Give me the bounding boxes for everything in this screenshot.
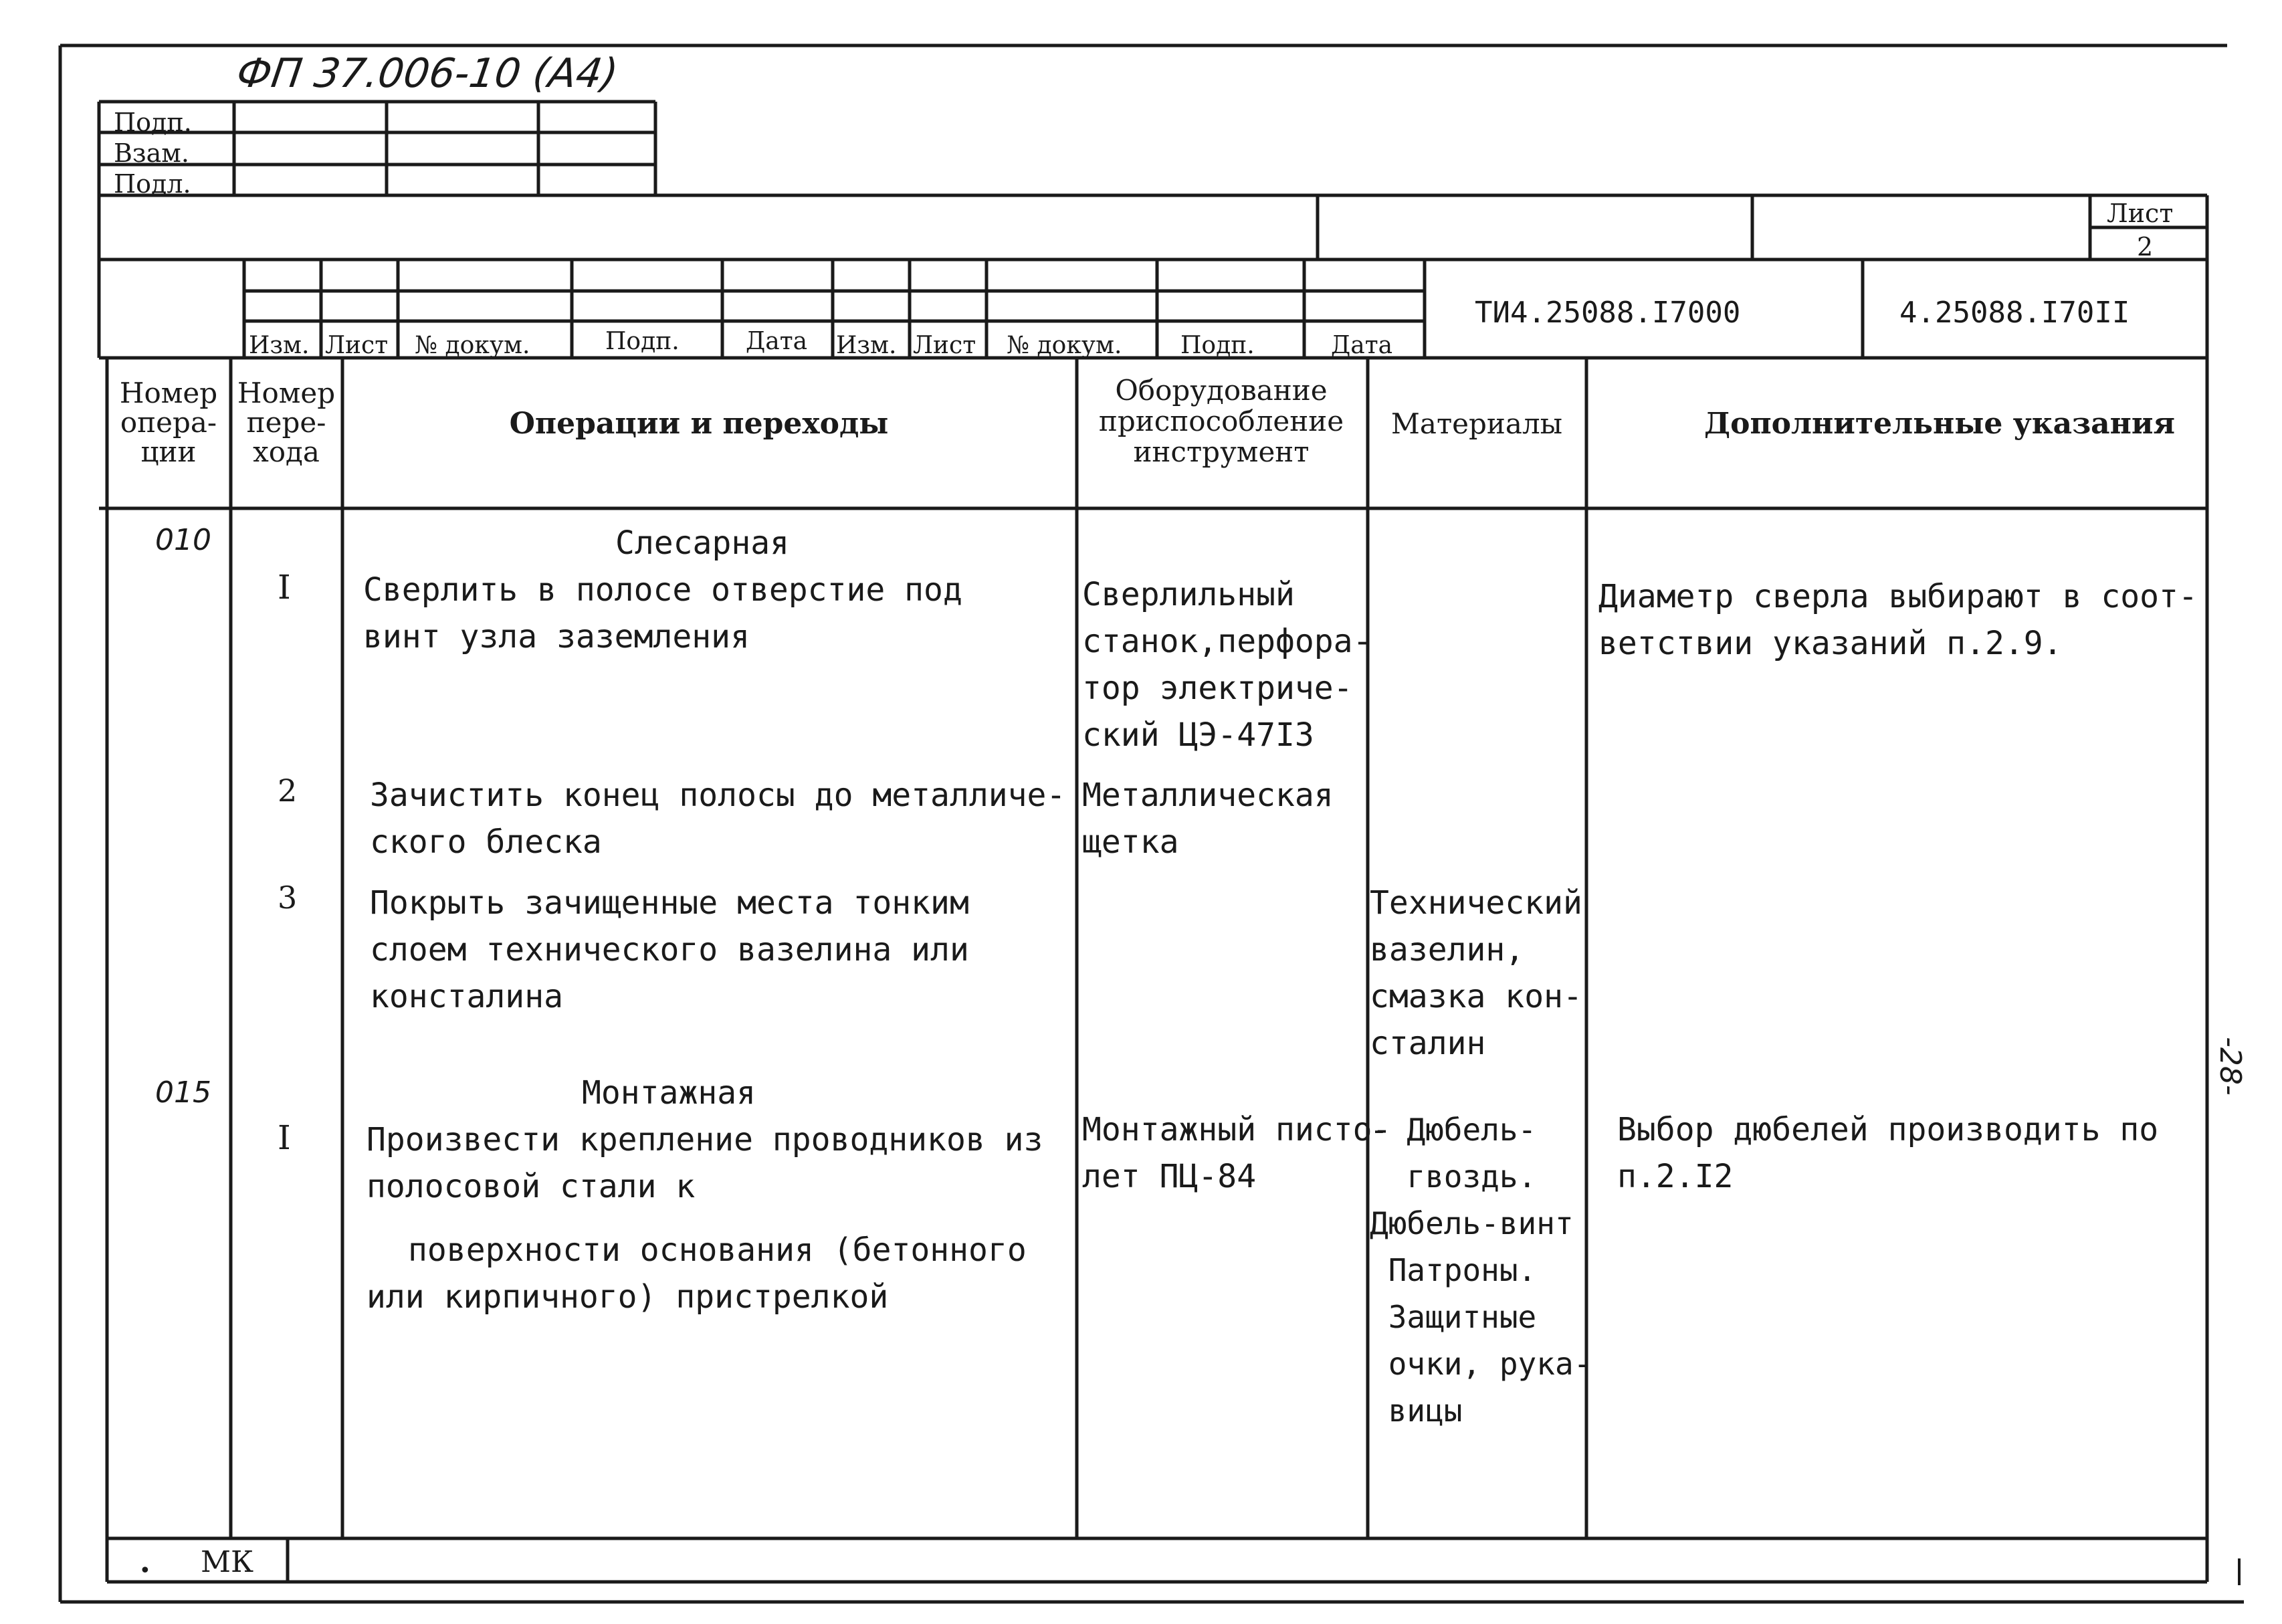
rev-izm-right: Изм. (836, 332, 897, 359)
op-title: Монтажная (581, 1074, 756, 1112)
step-equipment: Сверлильный станок,перфора-тор электриче-ский ЦЭ-47I3 (1082, 576, 1372, 754)
doc-code-right: 4.25088.I70II (1899, 296, 2130, 330)
stamp-row-podp: Подп. (114, 108, 192, 137)
step-text: Зачистить конец полосы до металличе-ского блеска (370, 777, 1066, 861)
stamp-row-vzam: Взам. (114, 138, 189, 168)
stamp-row-podl: Подл. (114, 169, 191, 199)
op-number: 015 (155, 1076, 211, 1110)
rev-podp-right: Подп. (1180, 332, 1255, 359)
rev-podp-left: Подп. (605, 328, 680, 355)
step-materials: Технический вазелин, смазка кон-сталин (1370, 884, 1582, 1062)
col-operations-header: Операции и переходы (509, 407, 889, 441)
step-materials: - Дюбель- гвоздь. Дюбель-винт Патроны. Защитные очки, рука- вицы (1370, 1112, 1592, 1429)
rev-data-right: Дата (1331, 332, 1393, 359)
col-step-number-header: Номер пере-хода (237, 377, 336, 468)
rev-izm-left: Изм. (249, 332, 310, 359)
form-code: ФП 37.006-10 (А4) (233, 50, 621, 97)
rev-data-left: Дата (746, 328, 808, 355)
doc-code-left: ТИ4.25088.I7000 (1475, 296, 1741, 330)
step-text: Сверлить в полосе отверстие под винт узла заземления (363, 571, 962, 655)
sheet-number: 2 (2137, 232, 2154, 262)
step-notes: Выбор дюбелей производить по п.2.I2 (1617, 1111, 2159, 1195)
col-equipment-header: Оборудование приспособление инструмент (1098, 374, 1344, 468)
col-materials-header: Материалы (1390, 407, 1563, 440)
step-text: Произвести крепление проводников из полосовой стали к (367, 1121, 1043, 1205)
op-title: Слесарная (615, 524, 790, 562)
step-number: I (278, 568, 291, 607)
sheet-label: Лист (2107, 199, 2174, 228)
col-op-number-header: Номер опера-ции (119, 377, 218, 468)
step-equipment: Металлическая щетка (1082, 777, 1334, 861)
step-text-continued: поверхности основания (бетонного или кирпичного) пристрелкой (367, 1231, 1027, 1316)
step-number: 3 (278, 880, 298, 916)
footer-label: МК (201, 1545, 254, 1579)
step-text: Покрыть зачищенные места тонким слоем технического вазелина или консталина (370, 884, 969, 1015)
step-equipment: Монтажный писто-лет ПЦ-84 (1082, 1111, 1392, 1195)
step-number: 2 (278, 773, 298, 809)
rev-list-left: Лист (325, 332, 389, 359)
op-number: 010 (155, 523, 211, 557)
table-grid (99, 358, 2207, 1582)
footer-dot: • (139, 1559, 151, 1583)
step-notes: Диаметр сверла выбирают в соот-ветствии указаний п.2.9. (1598, 578, 2198, 662)
col-notes-header: Дополнительные указания (1703, 407, 2176, 441)
rev-doc-right: № докум. (1007, 332, 1122, 359)
margin-page-note: -28- (2213, 1037, 2247, 1096)
rev-list-right: Лист (913, 332, 976, 359)
rev-doc-left: № докум. (415, 332, 530, 359)
step-number: I (278, 1118, 291, 1157)
